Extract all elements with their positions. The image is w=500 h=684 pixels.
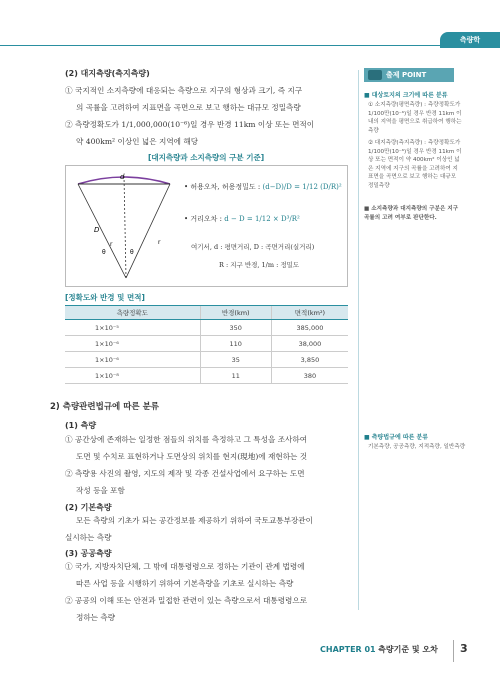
distance-formula: • 거리오차 : d − D = 1/12 × D³/R² bbox=[184, 215, 300, 223]
header-rule bbox=[0, 45, 500, 46]
exam-point-header: 출제 POINT bbox=[364, 68, 454, 82]
section-title-legal: 2) 측량관련법규에 따른 분류 bbox=[50, 402, 159, 412]
sidebar-heading-law: ■ 측량법규에 따른 분류 bbox=[364, 434, 429, 441]
sidebar-law-list: 기본측량, 공공측량, 지적측량, 일반측량 bbox=[368, 444, 466, 450]
survey-paragraph: ① 공간상에 존재하는 일정한 점들의 위치를 측정하고 그 특성을 조사하여 도면 및 수치로 표현하거나 도면상의 위치를 현지(現地)에 재현하는 것 ② 측량용 사진의 촬영, 지도의 제작 및 각종 건설사업에서 요구하는 도면 작성 등을 포함 bbox=[65, 435, 308, 495]
table-row: 1×10⁻⁶ 110 38,000 bbox=[65, 336, 348, 352]
diagram-caption: [대지측량과 소지측량의 구분 기준] bbox=[148, 153, 265, 162]
sidebar-note-curvature: ■ 소지측량과 대지측량의 구분은 지구 곡률의 고려 여부로 판단한다. bbox=[364, 206, 459, 221]
col-radius: 반경(km) bbox=[200, 306, 271, 320]
earth-curvature-diagram bbox=[66, 166, 186, 286]
subsection-survey: (1) 측량 bbox=[65, 421, 97, 430]
book-icon bbox=[368, 70, 382, 80]
footer-chapter: CHAPTER 01 측량기준 및 오차 bbox=[320, 645, 438, 654]
diagram-box bbox=[65, 165, 348, 287]
label-r-right: r bbox=[158, 239, 161, 246]
center-line bbox=[124, 176, 126, 278]
sidebar-bullet-plane: ① 소지측량(평면측량) : 측량정확도가 1/100만(10⁻⁶)일 경우 반경 11km 이내의 지역을 평면으로 취급하여 행하는 측량 bbox=[368, 102, 462, 134]
table-row: 1×10⁻⁵ 350 385,000 bbox=[65, 320, 348, 336]
subsection-basic-survey: (2) 기본측량 bbox=[65, 503, 112, 512]
public-survey-paragraph: ① 국가, 지방자치단체, 그 밖에 대통령령으로 정하는 기관이 관계 법령에 따른 사업 등을 시행하기 위하여 기본측량을 기초로 실시하는 측량 ② 공공의 이해 또는 안전과 밀접한 관련이 있는 측량으로서 대통령령으로 정하는 측량 bbox=[65, 562, 308, 622]
footer-divider bbox=[453, 640, 454, 662]
label-theta-right: θ bbox=[130, 249, 134, 256]
col-accuracy: 측량정확도 bbox=[65, 306, 200, 320]
table-row: 1×10⁻⁸ 11 380 bbox=[65, 368, 348, 384]
formula-where-2: R : 지구 반경, 1/m : 정밀도 bbox=[219, 261, 300, 269]
radius-line-left bbox=[78, 184, 126, 278]
radius-line-right bbox=[126, 184, 170, 278]
geodetic-paragraph-1: ① 국지적인 소지측량에 대응되는 측량으로 지구의 형상과 크기, 즉 지구 의 곡률을 고려하여 지표면을 곡면으로 보고 행하는 대규모 정밀측량 ② 측량정확도가 1/1,000,000(10⁻⁶)일 경우 반경 11km 이상 또는 면적이 약 400km² 이상인 넓은 지역에 해당 bbox=[65, 86, 315, 146]
label-d: d bbox=[120, 173, 125, 181]
table-row: 1×10⁻⁶ 35 3,850 bbox=[65, 352, 348, 368]
sidebar-heading-size: ■ 대상토지의 크기에 따른 분류 bbox=[364, 92, 448, 99]
col-area: 면적(km²) bbox=[271, 306, 348, 320]
sidebar-rule bbox=[358, 70, 359, 610]
subsection-public-survey: (3) 공공측량 bbox=[65, 549, 112, 558]
section-tab: 측량학 bbox=[440, 32, 500, 48]
accuracy-table bbox=[65, 305, 348, 384]
error-formula: • 허용오차, 허용정밀도 : (d−D)/D = 1/12 (D/R)² bbox=[184, 183, 342, 191]
basic-survey-paragraph: 모든 측량의 기초가 되는 공간정보를 제공하기 위하여 국토교통부장관이 실시하는 측량 bbox=[65, 516, 313, 542]
label-r-left: r bbox=[110, 241, 113, 248]
sidebar-bullet-geodetic: ② 대지측량(측지측량) : 측량정확도가 1/100만(10⁻⁶)일 경우 반경 11km 이상 또는 면적이 약 400km² 이상인 넓은 지역에 지구의 곡률을 고려하여 지표면을 곡면으로 보고 행하는 대규모 정밀측량 bbox=[368, 140, 462, 189]
table-header-row bbox=[65, 306, 348, 320]
label-theta-left: θ bbox=[102, 249, 106, 256]
section-title-geodetic: (2) 대지측량(측지측량) bbox=[65, 69, 150, 78]
table-caption: [정확도와 반경 및 면적] bbox=[65, 293, 145, 302]
label-D: D bbox=[94, 226, 100, 234]
page-number: 3 bbox=[460, 642, 468, 655]
formula-where-1: 여기서, d : 평면거리, D : 곡면거리(실거리) bbox=[191, 243, 315, 251]
